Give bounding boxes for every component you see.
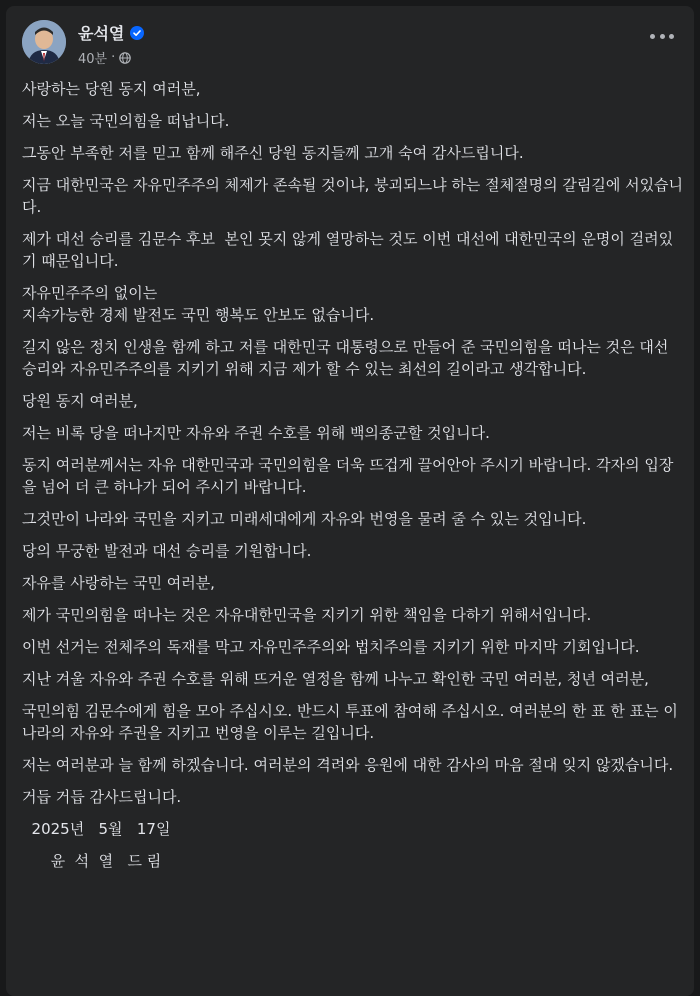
verified-badge-icon (130, 26, 144, 40)
meta-separator: · (111, 50, 116, 65)
avatar-image (22, 20, 66, 64)
post-paragraph: 이번 선거는 전체주의 독재를 막고 자유민주주의와 법치주의를 지키기 위한 마지막 기회입니다. (22, 638, 640, 656)
globe-icon (119, 52, 131, 64)
post-card (6, 6, 694, 996)
post-paragraph: 저는 비록 당을 떠나지만 자유와 주권 수호를 위해 백의종군할 것입니다. (22, 424, 490, 442)
dot-icon (669, 34, 674, 39)
post-paragraph: 그것만이 나라와 국민을 지키고 미래세대에게 자유와 번영을 물려 줄 수 있는 것입니다. (22, 510, 587, 528)
post-paragraph: 거듭 거듭 감사드립니다. (22, 788, 182, 806)
post-paragraph: 저는 오늘 국민의힘을 떠납니다. (22, 112, 230, 130)
post-paragraph: 국민의힘 김문수에게 힘을 모아 주십시오. 반드시 투표에 참여해 주십시오. 여러분의 한 표 한 표는 이 나라의 자유와 주권을 지키고 번영을 이루는 길입니다. (22, 702, 683, 742)
post-body (22, 78, 686, 882)
post-paragraph: 동지 여러분께서는 자유 대한민국과 국민의힘을 더욱 뜨겁게 끌어안아 주시기 바랍니다. 각자의 입장을 넘어 더 큰 하나가 되어 주시기 바랍니다. (22, 456, 674, 496)
post-paragraph: 제가 국민의힘을 떠나는 것은 자유대한민국을 지키기 위한 책임을 다하기 위해서입니다. (22, 606, 592, 624)
post-timestamp[interactable]: 40분 (78, 52, 108, 67)
post-paragraph: 자유를 사랑하는 국민 여러분, (22, 574, 215, 592)
post-paragraph: 사랑하는 당원 동지 여러분, (22, 80, 201, 98)
post-paragraph: 지금 대한민국은 자유민주주의 체제가 존속될 것이냐, 붕괴되느냐 하는 절체절명의 갈림길에 서있습니다. (22, 176, 684, 216)
post-paragraph: 당의 무궁한 발전과 대선 승리를 기원합니다. (22, 542, 312, 560)
post-date: 2025년 5월 17일 (22, 820, 171, 838)
avatar[interactable] (22, 20, 66, 64)
post-paragraph: 자유민주주의 없이는 지속가능한 경제 발전도 국민 행복도 안보도 없습니다. (22, 284, 375, 324)
dot-icon (660, 34, 665, 39)
dot-icon (650, 34, 655, 39)
post-paragraph: 그동안 부족한 저를 믿고 함께 해주신 당원 동지들께 고개 숙여 감사드립니다. (22, 144, 524, 162)
post-paragraph: 당원 동지 여러분, (22, 392, 138, 410)
post-paragraph: 제가 대선 승리를 김문수 후보 본인 못지 않게 열망하는 것도 이번 대선에 대한민국의 운명이 걸려있기 때문입니다. (22, 230, 674, 270)
post-signature: 윤 석 열 드 림 (22, 852, 162, 870)
author-name-link[interactable] (78, 21, 144, 44)
post-paragraph: 저는 여러분과 늘 함께 하겠습니다. 여러분의 격려와 응원에 대한 감사의 마음 절대 잊지 않겠습니다. (22, 756, 674, 774)
more-options-icon[interactable] (650, 28, 674, 44)
author-name[interactable]: 윤석열 (78, 24, 125, 43)
post-paragraph: 길지 않은 정치 인생을 함께 하고 저를 대한민국 대통령으로 만들어 준 국민의힘을 떠나는 것은 대선 승리와 자유민주주의를 지키기 위해 지금 제가 할 수 있는 최선의 길이라고 생각합니다. (22, 338, 674, 378)
post-meta (78, 48, 131, 67)
post-paragraph: 지난 겨울 자유와 주권 수호를 위해 뜨거운 열정을 함께 나누고 확인한 국민 여러분, 청년 여러분, (22, 670, 649, 688)
